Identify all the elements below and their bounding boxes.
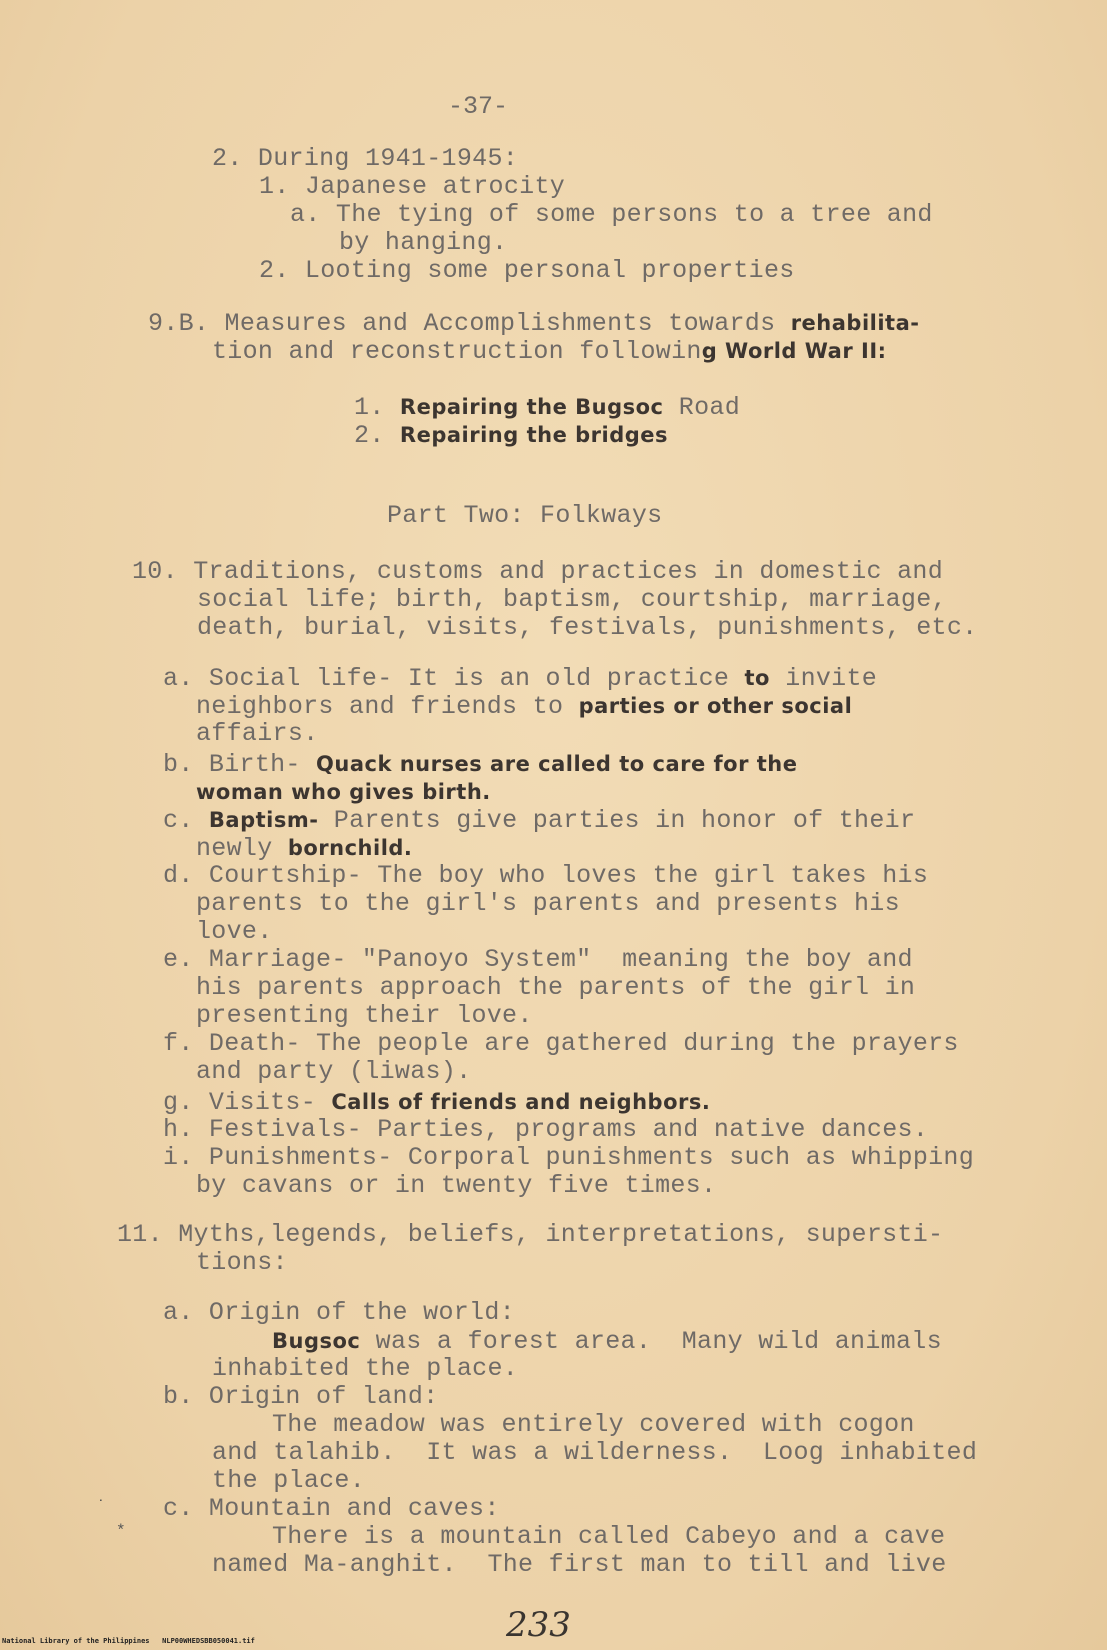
handwritten-text: to <box>744 666 770 690</box>
typed-text: parents to the girl's parents and presents his <box>196 889 900 918</box>
handwritten-text: bornchild. <box>287 836 413 860</box>
typed-text: 2. During 1941-1945: <box>212 144 519 173</box>
typed-text: and talahib. It was a wilderness. Loog inhabited <box>212 1438 978 1467</box>
text-line <box>259 257 795 285</box>
typed-text: 2. Looting some personal properties <box>259 256 795 285</box>
text-line <box>163 862 928 890</box>
typed-text: love. <box>196 917 273 946</box>
text-line <box>163 1144 974 1172</box>
typed-text: affairs. <box>196 719 319 748</box>
text-line <box>163 1299 515 1327</box>
text-line <box>339 229 507 257</box>
text-line <box>197 614 977 642</box>
text-line <box>163 1383 438 1411</box>
handwritten-text: Bugsoc <box>272 1329 361 1353</box>
text-line <box>163 1116 928 1144</box>
typed-text: The meadow was entirely covered with cogon <box>272 1410 915 1439</box>
typed-text: his parents approach the parents of the girl in <box>196 973 916 1002</box>
handwritten-text: woman who gives birth. <box>196 780 491 804</box>
text-line <box>132 558 943 586</box>
handwritten-text: Calls of friends and neighbors. <box>331 1090 711 1114</box>
text-line <box>259 173 565 201</box>
typed-text: inhabited the place. <box>212 1354 519 1383</box>
handwritten-text: rehabilita- <box>790 311 920 335</box>
text-line <box>196 974 915 1002</box>
text-line <box>212 1439 977 1467</box>
handwritten-text: g World War II: <box>701 339 887 363</box>
typed-text: a. Origin of the world: <box>163 1298 515 1327</box>
typed-text: by cavans or in twenty five times. <box>196 1171 717 1200</box>
text-line <box>272 1523 945 1551</box>
text-line <box>196 1002 533 1030</box>
typed-text: social life; birth, baptism, courtship, marriage, <box>197 585 947 614</box>
typed-text: 1. <box>354 393 400 422</box>
text-line <box>196 1172 716 1200</box>
text-line <box>212 145 518 173</box>
typed-text: There is a mountain called Cabeyo and a cave <box>272 1522 946 1551</box>
handwritten-text: Repairing the bridges <box>399 423 669 447</box>
typed-text: named Ma-anghit. The first man to till and live <box>212 1550 947 1579</box>
text-line <box>196 778 491 807</box>
typed-text: 1. Japanese atrocity <box>259 172 566 201</box>
typed-text: i. Punishments- Corporal punishments such as whipping <box>163 1143 975 1172</box>
typed-text: invite <box>769 664 878 693</box>
typed-text: and party (liwas). <box>196 1057 472 1086</box>
archive-footer: National Library of the Philippines NLP00WHEDSBB050041.tif <box>2 1637 255 1645</box>
typed-text: was a forest area. Many wild animals <box>360 1327 942 1356</box>
typed-text: presenting their love. <box>196 1001 533 1030</box>
page-number: -37- <box>448 92 509 121</box>
typed-text: Road <box>663 393 741 422</box>
margin-mark: * <box>116 1522 126 1540</box>
typed-text: g. Visits- <box>163 1088 332 1117</box>
handwritten-text: parties or other social <box>578 694 853 718</box>
typed-text: 2. <box>354 421 400 450</box>
typed-text: neighbors and friends to <box>196 692 579 721</box>
typed-text: e. Marriage- "Panoyo System" meaning the boy and <box>163 945 913 974</box>
typed-text: a. The tying of some persons to a tree and <box>290 200 933 229</box>
typed-text: b. Birth- <box>163 750 317 779</box>
text-line <box>196 890 900 918</box>
typed-text: tions: <box>196 1248 288 1277</box>
text-line <box>272 1327 942 1356</box>
typed-text: c. Mountain and caves: <box>163 1494 500 1523</box>
text-line <box>163 1088 710 1117</box>
text-line <box>163 806 915 835</box>
typed-text: Parents give parties in honor of their <box>318 806 916 835</box>
handwritten-text: Quack nurses are called to care for the <box>316 752 798 776</box>
text-line <box>163 946 913 974</box>
text-line <box>163 750 798 779</box>
typed-text: tion and reconstruction followin <box>212 337 702 366</box>
text-line <box>387 502 662 530</box>
typed-text: Part Two: Folkways <box>387 501 663 530</box>
text-line <box>196 834 412 863</box>
typed-text: the place. <box>212 1466 366 1495</box>
typed-text: b. Origin of land: <box>163 1382 439 1411</box>
text-line <box>196 1249 288 1277</box>
typed-text: c. <box>163 806 209 835</box>
text-line <box>212 337 887 366</box>
text-line <box>163 1495 500 1523</box>
typed-text: 10. Traditions, customs and practices in domestic and <box>132 557 944 586</box>
text-line <box>148 309 919 338</box>
text-line <box>354 393 740 422</box>
handwritten-text: Repairing the Bugsoc <box>399 395 664 419</box>
handwritten-page-number: 233 <box>506 1605 571 1645</box>
typed-text: a. Social life- It is an old practice <box>163 664 745 693</box>
text-line <box>212 1551 947 1579</box>
typed-text: f. Death- The people are gathered during the prayers <box>163 1029 959 1058</box>
margin-mark: ˙ <box>96 1498 106 1516</box>
text-line <box>272 1411 915 1439</box>
text-line <box>196 720 318 748</box>
typed-text: newly <box>196 834 288 863</box>
typed-text: death, burial, visits, festivals, punishments, etc. <box>197 613 978 642</box>
handwritten-text: Baptism- <box>208 808 319 832</box>
text-line <box>163 1030 959 1058</box>
text-line <box>212 1467 365 1495</box>
text-line <box>196 1058 471 1086</box>
text-line <box>290 201 933 229</box>
text-line <box>117 1221 943 1249</box>
text-line <box>163 664 877 693</box>
text-line <box>196 692 852 721</box>
typed-text: by hanging. <box>339 228 508 257</box>
typed-text: h. Festivals- Parties, programs and native dances. <box>163 1115 929 1144</box>
text-line <box>196 918 273 946</box>
typed-text: 9.B. Measures and Accomplishments towards <box>148 309 791 338</box>
text-line <box>212 1355 518 1383</box>
typed-text: d. Courtship- The boy who loves the girl takes his <box>163 861 929 890</box>
typed-text: 11. Myths,legends, beliefs, interpretations, supersti- <box>117 1220 944 1249</box>
text-line <box>197 586 947 614</box>
text-line <box>354 421 668 450</box>
